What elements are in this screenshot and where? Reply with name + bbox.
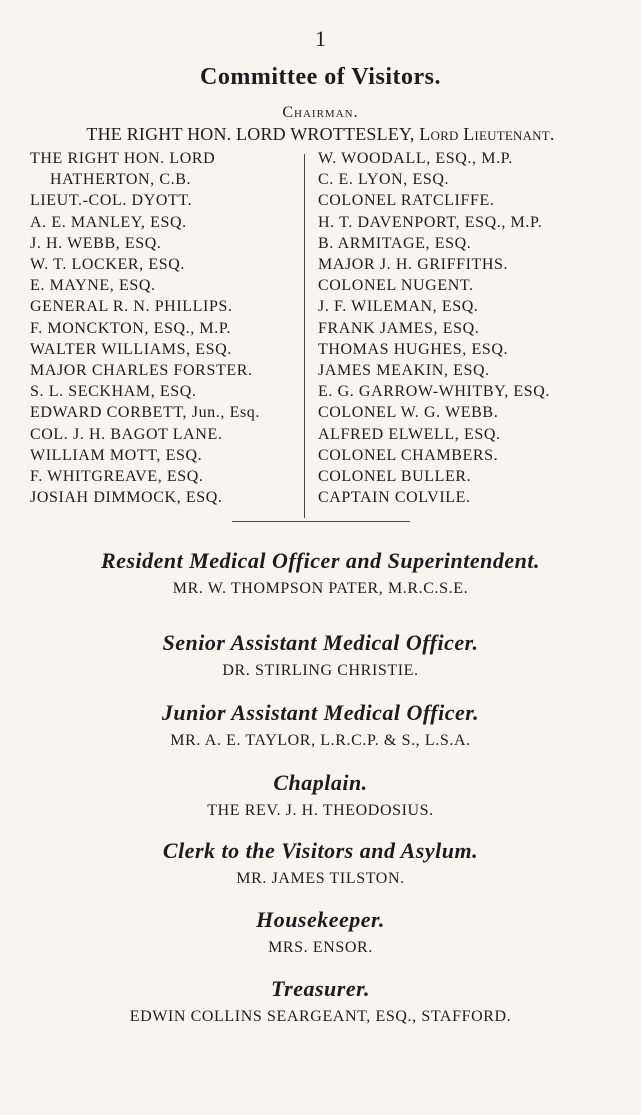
chairman-line xyxy=(0,124,641,145)
member-name: JAMES MEAKIN, ESQ. xyxy=(318,362,490,380)
member-name: E. MAYNE, ESQ. xyxy=(30,277,156,295)
column-divider xyxy=(304,154,305,518)
member-name: COLONEL W. G. WEBB. xyxy=(318,404,499,422)
officer-section-resident xyxy=(0,548,641,598)
member-name: COLONEL CHAMBERS. xyxy=(318,446,499,464)
page-title: Committee of Visitors. xyxy=(200,64,441,90)
member-name: E. G. GARROW-WHITBY, ESQ. xyxy=(318,383,551,401)
officer-section-senior-assistant xyxy=(0,630,641,680)
officer-section-chaplain xyxy=(0,770,641,820)
member-name: COLONEL RATCLIFFE. xyxy=(318,192,495,210)
officer-heading: Resident Medical Officer and Superintendent. xyxy=(101,548,540,573)
member-name: B. ARMITAGE, ESQ. xyxy=(318,234,472,252)
member-name: COLONEL BULLER. xyxy=(318,468,472,486)
officer-section-clerk xyxy=(0,838,641,888)
officer-section-junior-assistant xyxy=(0,700,641,750)
member-name: F. MONCKTON, ESQ., M.P. xyxy=(30,319,232,337)
member-name: HATHERTON, C.B. xyxy=(50,171,192,189)
member-name: EDWARD CORBETT, Jun., Esq. xyxy=(30,404,260,422)
member-name: MAJOR CHARLES FORSTER. xyxy=(30,362,253,380)
member-name: ALFRED ELWELL, ESQ. xyxy=(318,425,501,443)
officer-name: THE REV. J. H. THEODOSIUS. xyxy=(207,802,434,819)
officer-name: MRS. ENSOR. xyxy=(268,939,373,956)
officer-heading: Senior Assistant Medical Officer. xyxy=(162,630,479,655)
member-name: CAPTAIN COLVILE. xyxy=(318,489,471,507)
member-name: GENERAL R. N. PHILLIPS. xyxy=(30,298,233,316)
member-name: THOMAS HUGHES, ESQ. xyxy=(318,340,509,358)
member-name: FRANK JAMES, ESQ. xyxy=(318,319,480,337)
officer-heading: Housekeeper. xyxy=(256,907,385,932)
member-name: MAJOR J. H. GRIFFITHS. xyxy=(318,256,509,274)
officer-name: EDWIN COLLINS SEARGEANT, ESQ., STAFFORD. xyxy=(129,1008,512,1025)
page-number: 1 xyxy=(315,26,326,51)
member-name: J. F. WILEMAN, ESQ. xyxy=(318,298,479,316)
member-name: H. T. DAVENPORT, ESQ., M.P. xyxy=(318,213,543,231)
section-separator xyxy=(232,521,410,522)
members-left-column xyxy=(30,148,300,508)
chairman-role: Lord Lieutenant. xyxy=(419,124,555,144)
member-name: S. L. SECKHAM, ESQ. xyxy=(30,383,197,401)
member-name: JOSIAH DIMMOCK, ESQ. xyxy=(30,489,223,507)
officer-heading: Chaplain. xyxy=(273,770,368,795)
member-name: LIEUT.-COL. DYOTT. xyxy=(30,192,193,210)
officer-name: MR. JAMES TILSTON. xyxy=(236,870,405,887)
officer-heading: Junior Assistant Medical Officer. xyxy=(161,700,480,725)
member-name: COLONEL NUGENT. xyxy=(318,277,474,295)
member-name: J. H. WEBB, ESQ. xyxy=(30,234,162,252)
member-name: THE RIGHT HON. LORD xyxy=(30,150,216,167)
chairman-name: THE RIGHT HON. LORD WROTTESLEY, xyxy=(86,124,415,144)
officer-heading: Treasurer. xyxy=(271,976,370,1001)
officer-name: MR. A. E. TAYLOR, L.R.C.P. & S., L.S.A. xyxy=(170,732,471,749)
member-name: WILLIAM MOTT, ESQ. xyxy=(30,446,203,464)
members-right-column xyxy=(318,148,638,508)
member-name: W. WOODALL, ESQ., M.P. xyxy=(318,150,513,167)
officer-heading: Clerk to the Visitors and Asylum. xyxy=(162,838,479,863)
member-name: A. E. MANLEY, ESQ. xyxy=(30,213,187,231)
officer-section-housekeeper xyxy=(0,907,641,957)
member-name: C. E. LYON, ESQ. xyxy=(318,171,450,189)
member-name: COL. J. H. BAGOT LANE. xyxy=(30,425,223,443)
member-name: W. T. LOCKER, ESQ. xyxy=(30,256,185,274)
officer-section-treasurer xyxy=(0,976,641,1026)
officer-name: DR. STIRLING CHRISTIE. xyxy=(222,662,419,679)
member-name: F. WHITGREAVE, ESQ. xyxy=(30,468,204,486)
chairman-heading: Chairman. xyxy=(282,104,359,121)
officer-name: MR. W. THOMPSON PATER, M.R.C.S.E. xyxy=(172,580,469,597)
member-name: WALTER WILLIAMS, ESQ. xyxy=(30,340,232,358)
